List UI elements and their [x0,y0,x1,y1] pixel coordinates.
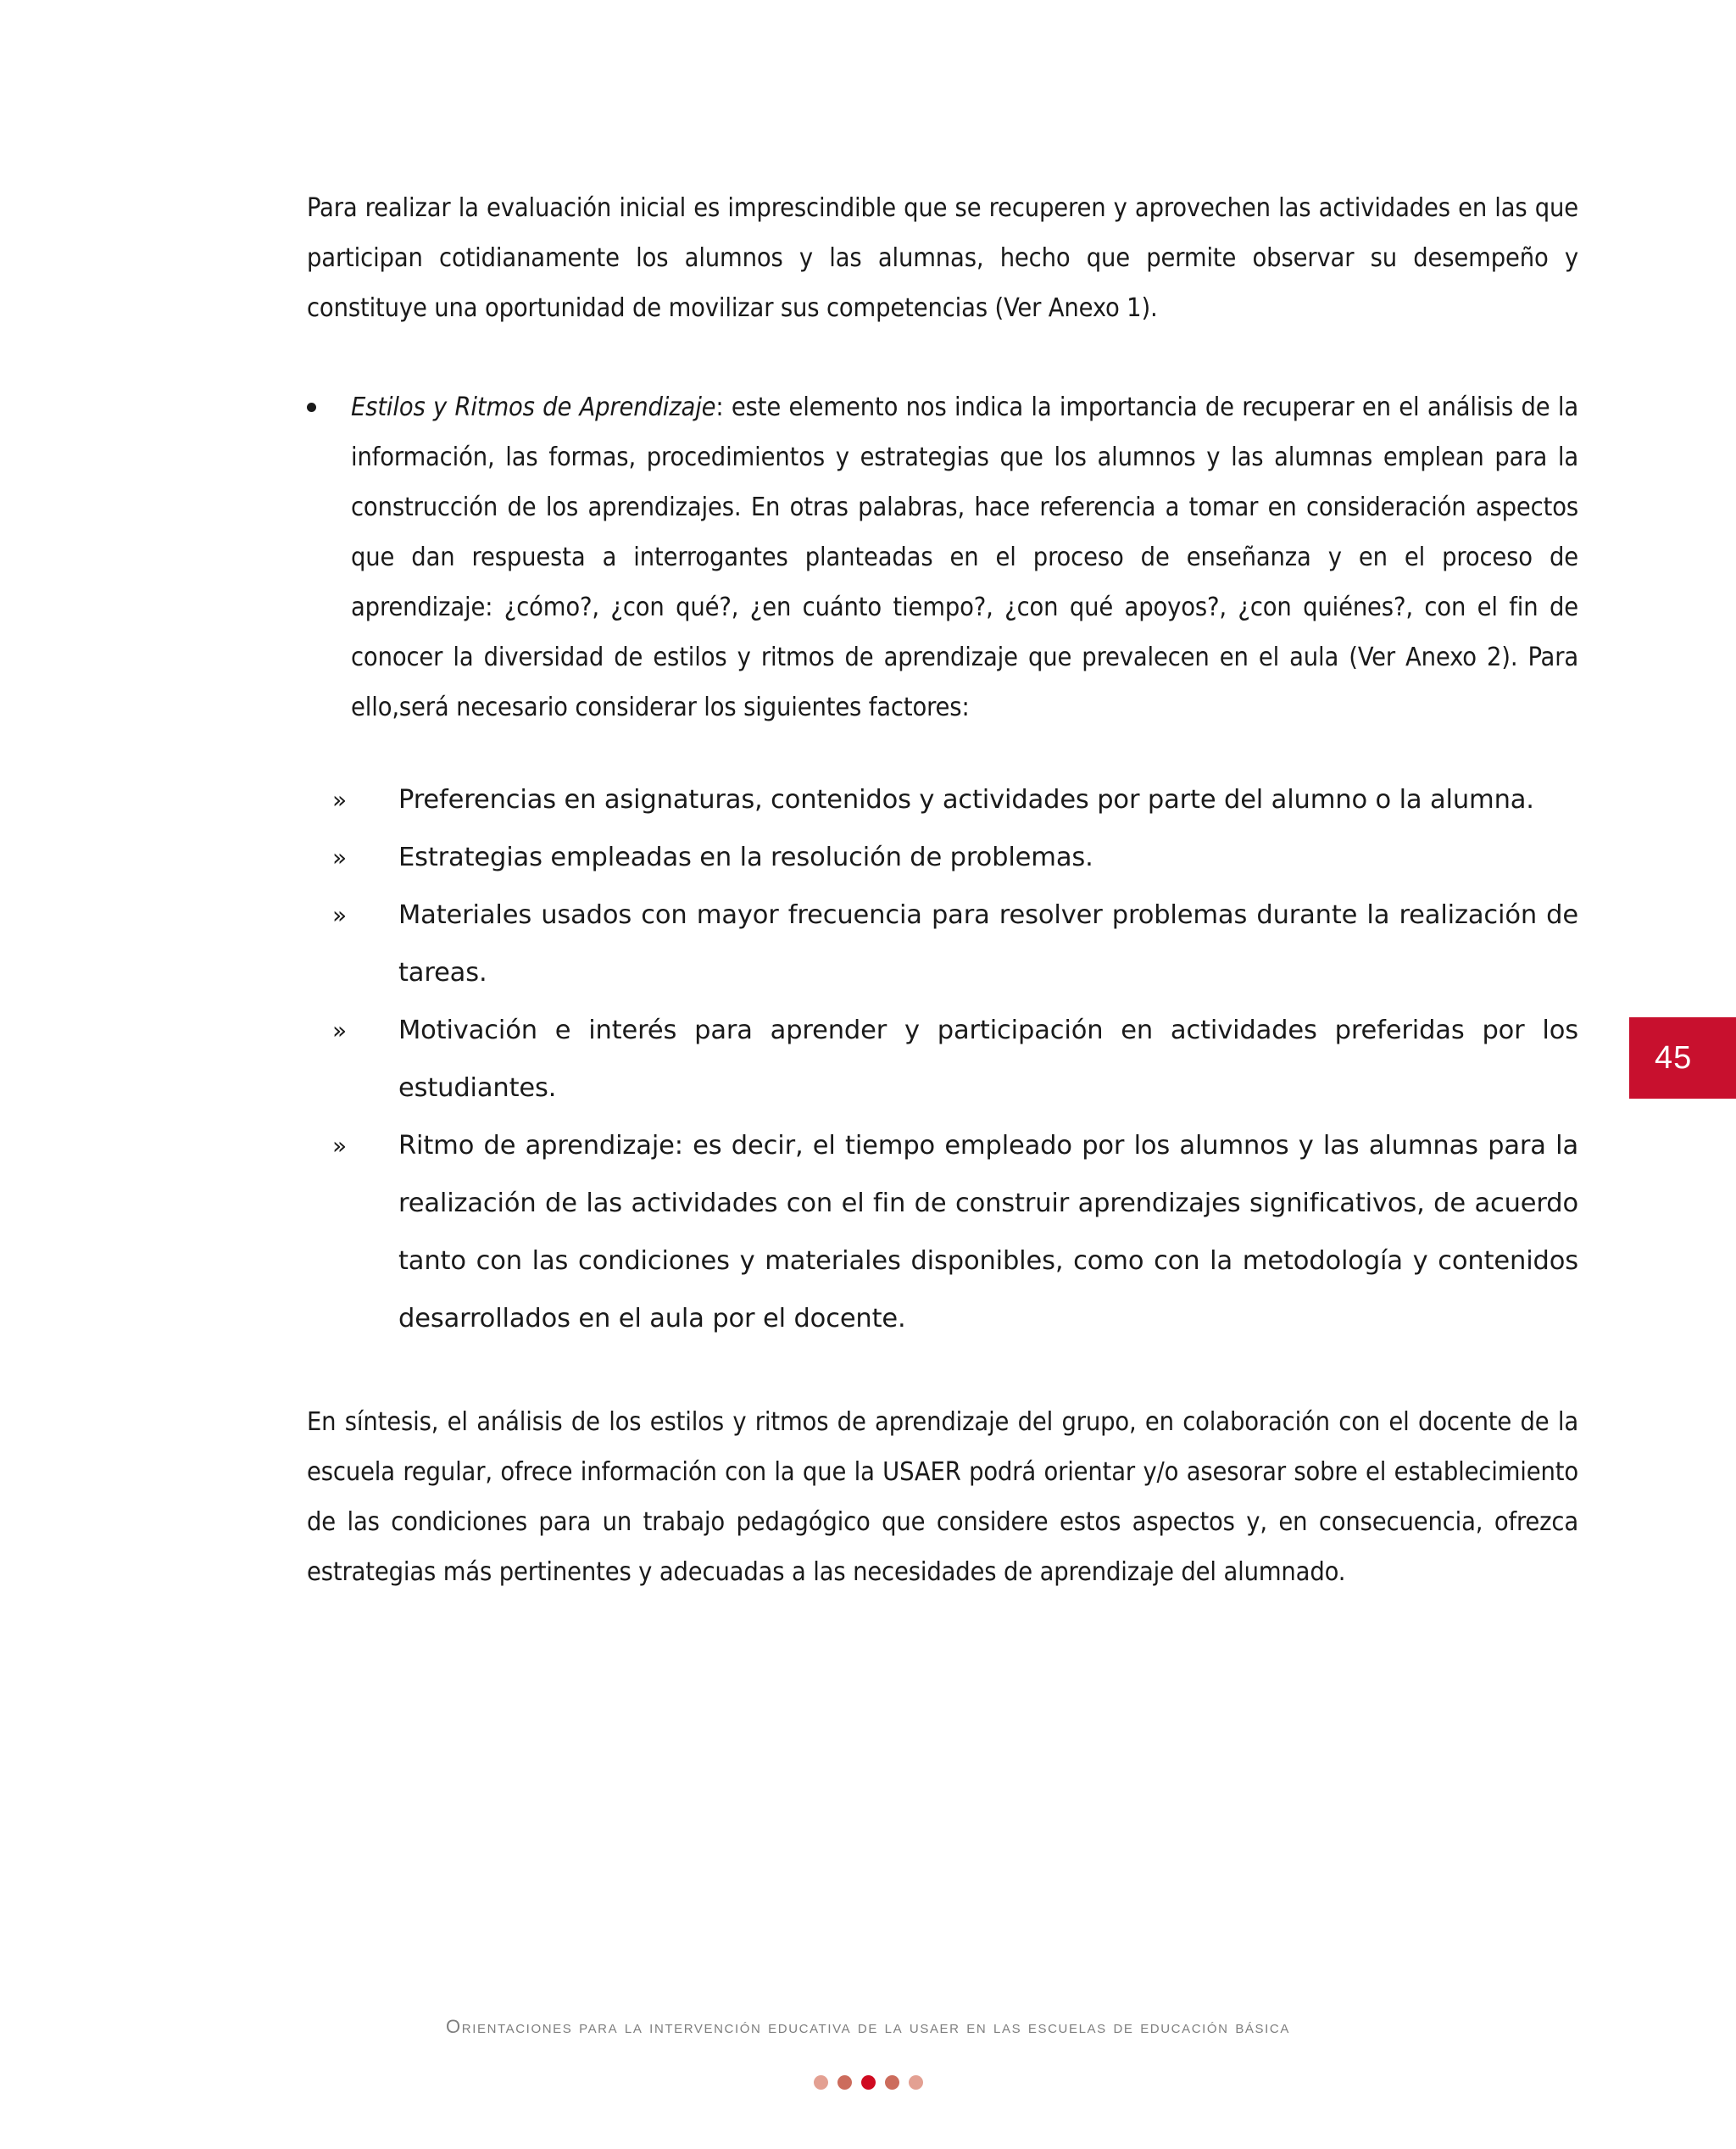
spacer [307,333,1578,382]
guillemet-marker-icon: » [332,843,347,871]
spacer [307,732,1578,771]
ornament-dot-5 [909,2075,923,2090]
page-content [307,183,1578,1597]
ornament-dot-3 [861,2075,876,2090]
list-item-label: Estrategias empleadas en la resolución de problemas. [398,843,1093,872]
page-footer [0,2016,1736,2038]
summary-paragraph: En síntesis, el análisis de los estilos y ritmos de aprendizaje del grupo, en colaboración con el docente de la escuela regular, ofrece información con la que la USAER podrá orientar y/o asesorar sobre el establecimiento de las condiciones para un trabajo pedagógico que considere estos aspectos y, en consecuencia, ofrezca estrategias más pertinentes y adecuadas a las necesidades de aprendizaje del alumnado. [307,1407,1578,1587]
bullet-item-estilos-ritmos [307,382,1578,732]
list-item [332,887,1578,1002]
ornament-dot-2 [837,2075,852,2090]
spacer [307,1348,1578,1397]
list-item [332,1002,1578,1117]
list-item-label: Ritmo de aprendizaje: es decir, el tiempo empleado por los alumnos y las alumnas para la realización de las actividades con el fin de construir aprendizajes significativos, de acuerdo tanto con las condiciones y materiales disponibles, como con la metodología y contenidos desarrollados en el aula por el docente. [398,1131,1578,1333]
list-item [332,771,1578,829]
bullet-rest-text: : este elemento nos indica la importancia de recuperar en el análisis de la información, las formas, procedimientos y estrategias que los alumnos y las alumnas emplean para la construcción de los aprendizajes. En otras palabras, hace referencia a tomar en consideración aspectos que dan respuesta a interrogantes planteadas en el proceso de enseñanza y en el proceso de aprendizaje: ¿cómo?, ¿con qué?, ¿en cuánto tiempo?, ¿con qué apoyos?, ¿con quiénes?, con el fin de conocer la diversidad de estilos y ritmos de aprendizaje que prevalecen en el aula (Ver Anexo 2). Para ello,será necesario considerar los siguientes factores: [351,392,1578,722]
list-item [332,1117,1578,1348]
intro-paragraph: Para realizar la evaluación inicial es imprescindible que se recuperen y aprovechen las actividades en las que participan cotidianamente los alumnos y las alumnas, hecho que permite observar su desempeño y constituye una oportunidad de movilizar sus competencias (Ver Anexo 1). [307,193,1578,323]
bullet-dot-icon [307,403,316,412]
list-item-label: Preferencias en asignaturas, contenidos y actividades por parte del alumno o la alumna. [398,785,1534,815]
bullet-lead-italic: Estilos y Ritmos de Aprendizaje [351,392,716,422]
list-item-label: Motivación e interés para aprender y participación en actividades preferidas por los estudiantes. [398,1016,1578,1103]
footer-title: Orientaciones para la intervención educativa de la usaer en las escuelas de educación básica [446,2016,1290,2037]
bullet-paragraph [351,382,1578,732]
guillemet-marker-icon: » [332,1016,347,1044]
page-number-label: 45 [1655,1039,1693,1076]
list-item [332,829,1578,887]
ornament-dot-4 [885,2075,899,2090]
page-number-badge [1629,1017,1736,1099]
list-item-label: Materiales usados con mayor frecuencia para resolver problemas durante la realización de tareas. [398,900,1578,988]
guillemet-marker-icon: » [332,1132,347,1160]
ornament-dot-1 [814,2075,828,2090]
guillemet-marker-icon: » [332,901,347,929]
footer-dot-ornament [0,2075,1736,2090]
factors-sublist [307,771,1578,1348]
guillemet-marker-icon: » [332,786,347,814]
